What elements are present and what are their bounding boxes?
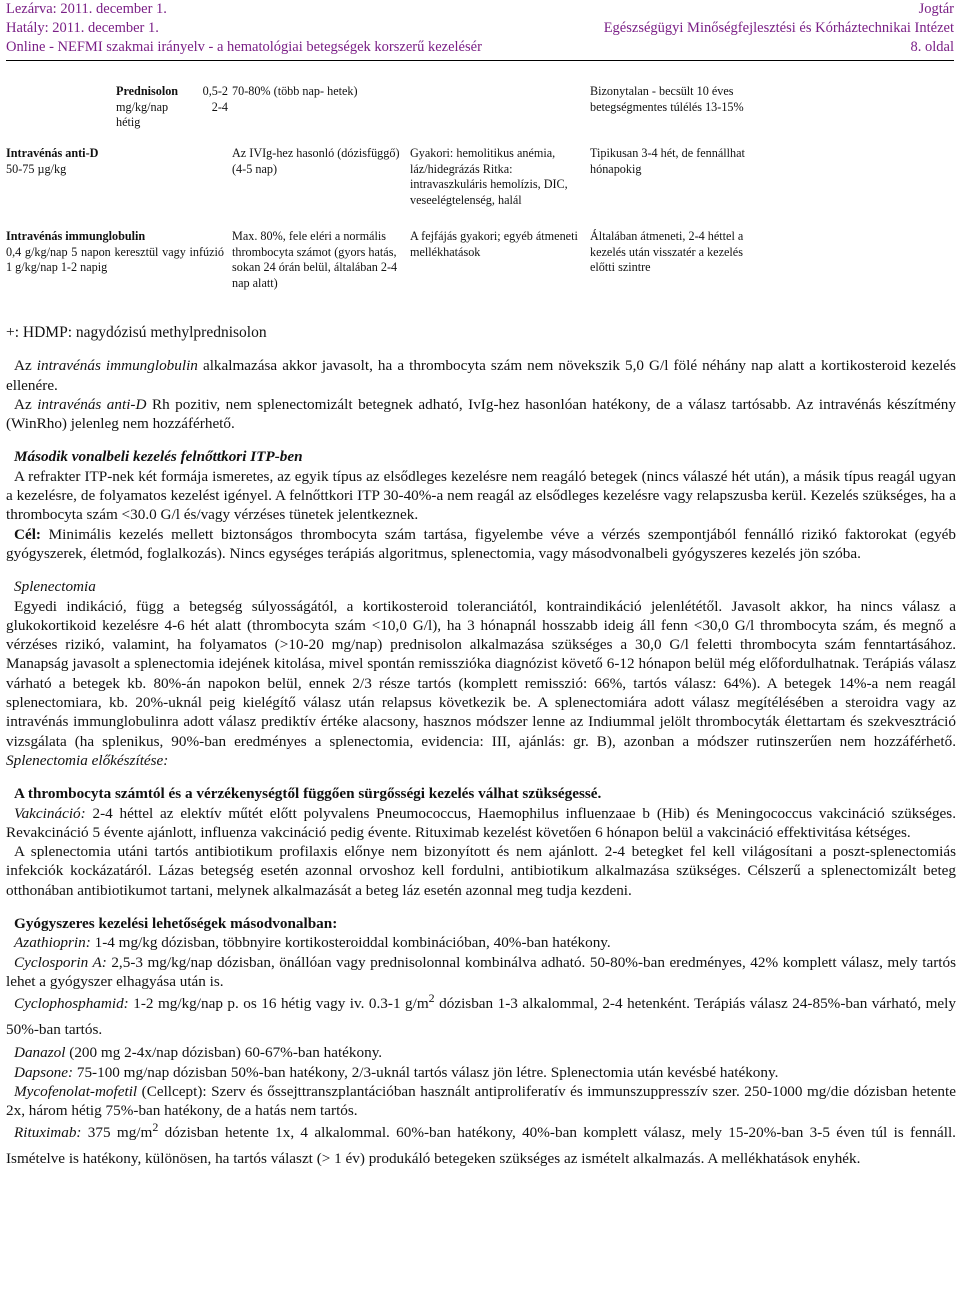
table-row [6,84,766,146]
drug-dose: 0,4 g/kg/nap 5 napon keresztül vagy infúzió 1 g/kg/nap 1-2 napig [6,244,224,274]
urgent-treatment-note: A thrombocyta számtól és a vérzékenységtől függően sürgősségi kezelés válhat szükségessé. [14,785,602,803]
table-cell-duration: Tipikusan 3-4 hét, de fennállhat hónapokig [590,146,745,176]
paragraph-antibiotics: A splenectomia utáni tartós antibiotikum profilaxis előnye nem bizonyított és nem ajánlott. 2-4 betegket fel kell világosítani a poszt-splenectomiás infekciók kockázatáról. Lázas betegség esetén azonnal orvoshoz kell fordulni, antibiotikum alkalmazása szükséges. Célszerű a splenectomizált beteg otthonában antibiotikumot tartani, melynek alkalmazását a beteg láz esetén azonnal meg tudja kezdeni. [6,843,956,899]
header-doc-title: Online - NEFMI szakmai irányelv - a hematológiai betegségek korszerű kezelésér [6,39,482,55]
drug-item: Cyclophosphamid: 1-2 mg/kg/nap p. os 16 hétig vagy iv. 0.3-1 $g/m^2$ dózisban 1-3 alkalommal, 2-4 hetenként. Terápiás válasz 24-85%-ban várható, mely 50%-ban tartós. [6,991,956,1039]
section-heading-splenectomy: Splenectomia [14,578,96,596]
treatment-table [6,84,766,307]
paragraph-anti-d: Az intravénás anti-D Rh pozitiv, nem splenectomizált betegnek adható, IvIg-hez hasonlóan hatékony, de a válasz tartósabb. Az intravénás készítmény (WinRho) jelenleg nem hozzáférhető. [6,395,956,433]
drug-duration-unit: hétig [116,115,141,129]
drug-unit: mg/kg/nap [116,99,169,114]
table-cell-response: Az IVIg-hez hasonló (dózisfüggő) (4-5 nap) [232,146,400,176]
drug-name: Intravénás anti-D [6,146,99,160]
drug-item: Mycofenolat-mofetil (Cellcept): Szerv és őssejttranszplantációban használt antiproliferatív és immunszuppresszív szer. 250-1000 mg/die dózisban hetente 2x, három hétig 75%-ban hatékony, de a hatás nem tartós. [6,1082,956,1120]
section-heading-drugs: Gyógyszeres kezelési lehetőségek másodvonalban: [14,915,338,933]
section-heading-second-line: Második vonalbeli kezelés felnőttkori ITP-ben [14,448,303,466]
table-footnote: +: HDMP: nagydózisú methylprednisolon [6,324,267,341]
paragraph-goal: Cél: Minimális kezelés mellett biztonságos thrombocyta szám tartása, figyelembe véve a vérzés szempontjából fennálló rizikó faktorokat (egyéb gyógyszerek, életmód, foglalkozás). Nincs egységes terápiás algoritmus, splenectomia, vagy másodvonalbeli gyógyszeres kezelés jön szóba. [6,525,956,562]
header-effective-date: Hatály: 2011. december 1. [6,20,159,36]
page-header-right [604,0,954,57]
table-row [6,146,766,229]
drug-name: Prednisolon [116,84,179,98]
table-cell-drug [6,229,228,307]
table-cell-drug [116,84,228,146]
drug-item: Azathioprin: 1-4 mg/kg dózisban, többnyire kortikosteroiddal kombinációban, 40%-ban hatékony. [14,934,611,952]
table-cell-duration: Általában átmeneti, 2-4 héttel a kezelés után visszatér a kezelés előtti szintre [590,229,744,274]
drug-name: Intravénás immunglobulin [6,229,146,243]
drug-dose: 0,5-2 [202,84,228,98]
table-cell-side-effects: Gyakori: hemolitikus anémia, láz/hidegrázás Ritka: intravaszkuláris hemolízis, DIC, veseelégtelenség, halál [410,146,568,207]
paragraph-splenectomy: Egyedi indikáció, függ a betegség súlyosságától, a kortikosteroid toleranciától, kontraindikáció jelenlététől. Javasolt akkor, ha nincs válasz a glukokortikoid kezelésre 4-6 hét alatt (thrombocyta szám <10,0 G/l), ha 3 hónapnál hosszabb ideig áll fenn <30,0 G/l thrombocyta szám, és megnő a vérzéses rizikó, valamint, ha folyamatos (>10-20 mg/nap) prednisolon alkalmazása szükséges a 30,0 G/l feletti thrombocyta szám fenntartásához. Manapság javasolt a splenectomia idejének kitolása, mivel spontán remisszióka diagnózist követő 6-12 hónapon belül még előfordulhatnak. Terápiás válasz várható a betegek kb. 80%-án napokon belül, ennek 2/3 része tartós (komplett remisszió: 66%, tartós válasz: 64%). A betegek 14%-a nem reagál splenectomiara, kb. 20%-uknál peig kielégítő válasz után relapsus következik be. A splenectomiára adott válasz megítélésében a steroidra vagy az intravénás immunglobulinra adott válasz prediktív értéke alacsony, hasznos módszer lenne az Indiummal jelölt thrombocyták élettartam és szekvesztráció vizsgálata (ha splenikus, 90%-ban eredményes a splenectomia, evidencia: III, ajánlás: gr. B), azonban a módszer rutinszerűen nem hozzáférhető. Splenectomia előkészítése: [6,597,956,769]
header-divider [6,60,954,61]
table-cell-response: 70-80% (több nap- hetek) [232,84,358,98]
header-institute: Egészségügyi Minőségfejlesztési és Kórháztechnikai Intézet [603,20,954,36]
table-cell-response: Max. 80%, fele eléri a normális thrombocyta számot (gyors hatás, sokan 24 órán belül, általában 2-4 nap alatt) [232,229,398,290]
drug-dose: 50-75 µg/kg [6,161,67,176]
header-page-number: 8. oldal [910,39,954,55]
table-cell-side-effects [410,84,590,146]
page-header-left [6,0,482,57]
table-row [6,229,766,307]
paragraph-vaccination: Vakcináció: 2-4 héttel az elektív műtét előtt polyvalens Pneumococcus, Haemophilus influenzaae b (Hib) és Meningococcus vakcináció szükséges. Revakcináció 5 évente ajánlott, influenza vakcináció pedig évente. Rituximab kezelést követően 6 hónapon belül a vakcináció effektivitása kétséges. [6,804,956,841]
body-text [6,323,956,1172]
drug-item: Rituximab: 375 $mg/m^2$ dózisban hetente 1x, 4 alkalommal. 60%-ban hatékony, 40%-ban komplett válasz, mely 15-20%-ban 3-5 éven túl is fennáll. Ismételve is hatékony, különösen, ha tartós választ (> 1 év) produkáló betegeken szükséges az ismételt alkalmazás. A mellékhatások enyhék. [6,1120,956,1168]
table-cell-drug [6,146,228,229]
drug-item: Dapsone: 75-100 mg/nap dózisban 50%-ban hatékony, 2/3-uknál tartós válasz jön létre. Splenectomia után kevésbé hatékony. [14,1063,779,1081]
paragraph-refractory: A refrakter ITP-nek két formája ismeretes, az egyik típus az elsődleges kezelésre nem reagáló betegek (nincs válaszé hét után), a másik típus reagál ugyan a kezelésre, de folyamatos kezelést igényel. A felnőttkori ITP 30-40%-a nem reagál az elsődleges kezelésre vagy relapszusba kerül. Kezelés szükséges, ha a thrombocyta szám <30.0 G/l és/vagy vérzéses tünetek jelentkeznek. [6,467,956,524]
table-cell-side-effects: A fejfájás gyakori; egyéb átmeneti mellékhatások [410,229,578,259]
drug-item: Danazol (200 mg 2-4x/nap dózisban) 60-67%-ban hatékony. [14,1044,383,1062]
drug-item: Cyclosporin A: 2,5-3 mg/kg/nap dózisban, önállóan vagy prednisolonnal kombinálva adható. 50-80%-ban eredményes, 42% komplett válasz, mely tartós lehet a gyógyszer elhagyása után is. [6,953,957,990]
header-source: Jogtár [918,1,954,17]
paragraph-ivig: Az intravénás immunglobulin alkalmazása akkor javasolt, ha a thrombocyta szám nem növekszik 5,0 G/l fölé néhány nap alatt a kortikosteroid kezelés ellenére. [6,357,956,394]
table-cell-duration: Bizonytalan - becsült 10 éves betegségmentes túlélés 13-15% [590,84,744,114]
header-closed-date: Lezárva: 2011. december 1. [6,1,167,17]
drug-dose-weeks: 2-4 [211,99,228,114]
